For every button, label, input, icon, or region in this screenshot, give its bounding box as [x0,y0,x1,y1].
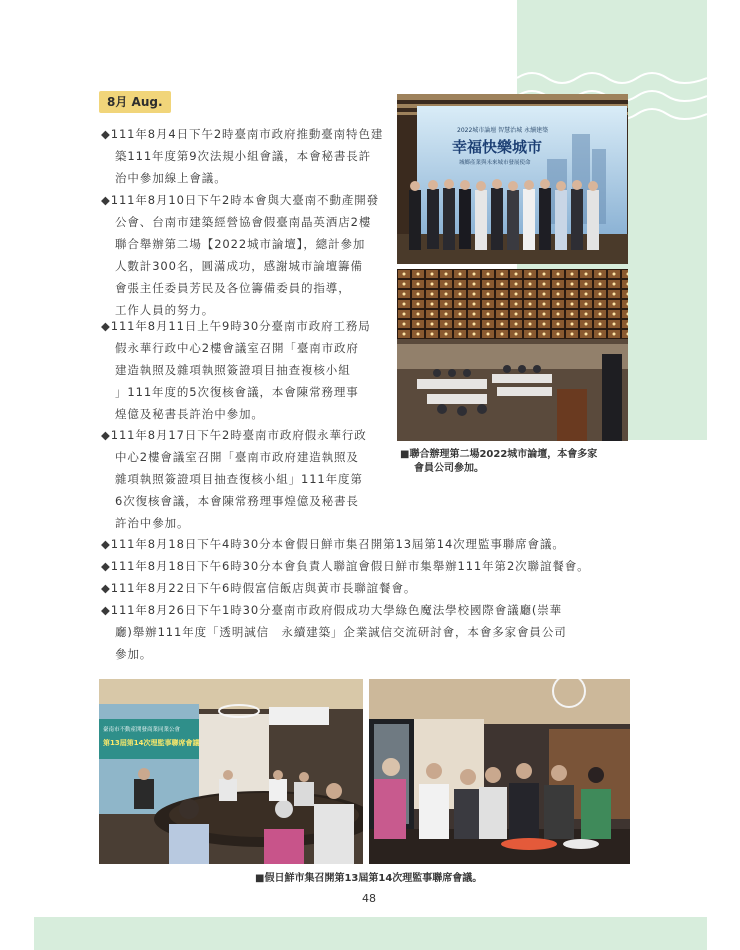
item-line: ◆111年8月11日上午9時30分臺南市政府工務局 [101,319,371,333]
item-line: ◆111年8月10日下午2時本會與大臺南不動產開發 [101,193,380,207]
item-line: 築111年度第9次法規小組會議，本會秘書長許 [115,149,372,163]
item-line: 6次復核會議，本會陳常務理事煌億及秘書長 [115,494,359,508]
meeting-banner-line: 臺南市不動產開發商業同業公會 [103,727,181,733]
item-line: 治中參加線上會議。 [115,171,227,185]
banner-subtitle: 2022城市論壇 智慧治城 永續建築 [457,127,549,134]
item-line: 公會、台南市建築經營協會假臺南晶英酒店2樓 [115,215,372,229]
item-line: 中心2樓會議室召開「臺南市政府建造執照及 [115,450,359,464]
list-item [101,555,590,577]
item-line: ◆111年8月17日下午2時臺南市政府假永華行政 [101,428,367,442]
meeting-banner-line: 第13屆第14次理監事聯席會議 [103,739,200,747]
list-item [101,189,379,321]
item-line: ◆111年8月22日下午6時假富信飯店與黃市長聯誼餐會。 [101,581,417,595]
meeting-roundtable-photo [99,679,363,864]
page-number: 48 [362,892,376,905]
month-tag: 8月 Aug. [99,91,171,113]
item-line: 聯合舉辦第二場【2022城市論壇】，總計參加 [115,237,366,251]
list-item [101,315,371,425]
item-line: 廳)舉辦111年度「透明誠信 永續建築」企業誠信交流研討會，本會多家會員公司 [115,625,567,639]
forum-hall-photo [397,269,628,441]
meeting-photo-caption: ■假日鮮市集召開第13屆第14次理監事聯席會議。 [255,873,483,884]
item-line: 煌億及秘書長許治中參加。 [115,407,264,421]
item-line: 假永華行政中心2樓會議室召開「臺南市政府 [115,341,359,355]
item-line: ◆111年8月18日下午6時30分本會負責人聯誼會假日鮮市集舉辦111年第2次聯誼餐會。 [101,559,590,573]
caption-line: 會員公司參加。 [414,463,484,474]
banner-title: 幸福快樂城市 [452,138,543,156]
item-line: ◆111年8月4日下午2時臺南市政府推動臺南特色建 [101,127,384,141]
item-line: ◆111年8月18日下午4時30分本會假日鮮市集召開第13屆第14次理監事聯席會議。 [101,537,565,551]
item-line: ◆111年8月26日下午1時30分臺南市政府假成功大學綠色魔法學校國際會議廳(崇華 [101,603,563,617]
forum-group-photo [397,94,628,264]
item-line: 許治中參加。 [115,516,190,530]
list-item [101,533,565,555]
background-accent-bottom [34,917,707,950]
toast-gathering-photo [369,679,630,864]
item-line: 工作人員的努力。 [115,303,215,317]
item-line: 會張主任委員芳民及各位籌備委員的指導， [115,281,351,295]
item-line: 」111年度的5次復核會議，本會陳常務理事 [115,385,359,399]
item-line: 雜項執照簽證項目抽查復核小組」111年度第 [115,472,363,486]
caption-line: ■聯合辦理第二場2022城市論壇，本會多家 [400,449,598,460]
banner-tagline: 城鄉產業與未來城市發展使命 [459,160,531,166]
item-line: 人數計300名，圓滿成功，感謝城市論壇籌備 [115,259,363,273]
list-item [101,577,416,599]
item-line: 建造執照及雜項執照簽證項目抽查複核小組 [115,363,351,377]
forum-photo-caption [400,448,597,476]
item-line: 參加。 [115,647,153,661]
list-item [101,123,383,189]
list-item [101,599,567,665]
list-item [101,424,367,534]
